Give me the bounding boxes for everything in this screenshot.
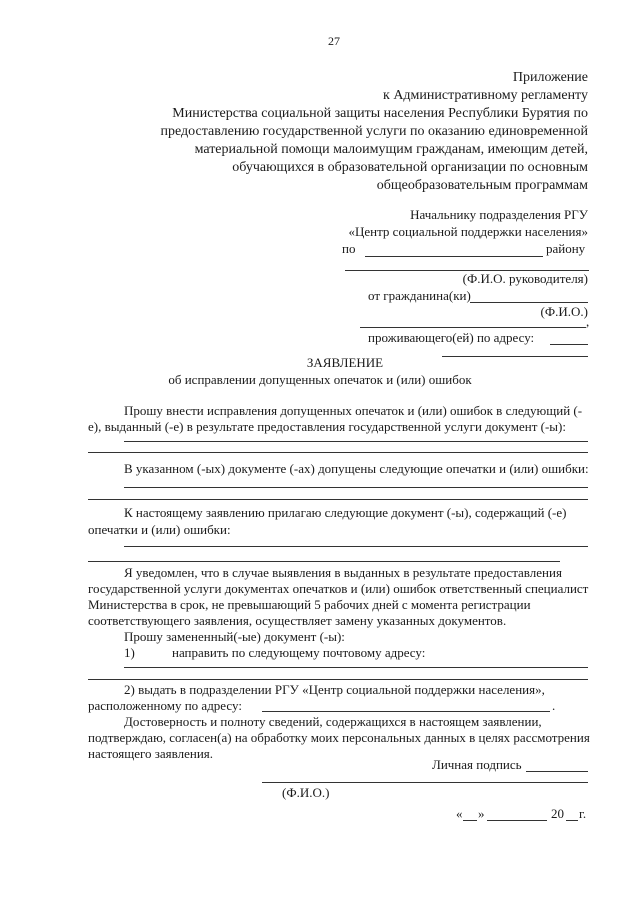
p3-line-1: К настоящему заявлению прилагаю следующие документ (-ы), содержащий (-е) (124, 505, 567, 520)
p4-line-2: государственной услуги документах опечатков и (или) ошибок ответственный специалист (88, 581, 589, 596)
signer-fio-caption: (Ф.И.О.) (282, 785, 330, 800)
document-field-1[interactable] (124, 441, 588, 442)
appendix-line-7: общеобразовательным программам (376, 178, 588, 193)
date-day-field[interactable] (463, 820, 477, 821)
date-close-quote: » (478, 806, 485, 821)
signature-label: Личная подпись (432, 757, 522, 772)
date-open-quote: « (456, 806, 463, 821)
comma: , (586, 314, 590, 329)
date-month-field[interactable] (487, 820, 547, 821)
p2: В указанном (-ых) документе (-ах) допущены следующие опечатки и (или) ошибки: (124, 461, 589, 476)
option-1-number: 1) (124, 645, 135, 660)
from-label: от гражданина(ки) (368, 288, 471, 303)
signer-name-field[interactable] (262, 782, 588, 783)
applicant-name-field[interactable] (470, 302, 588, 303)
residing-label: проживающего(ей) по адресу: (368, 330, 535, 345)
date-year-prefix: 20 (551, 806, 564, 821)
p4-line-1: Я уведомлен, что в случае выявления в выданных в результате предоставления (124, 565, 562, 580)
appendix-line-6: обучающихся в образовательной организации по основным (232, 160, 588, 175)
p4-line-3: Министерства в срок, не превышающий 5 рабочих дней с момента регистрации (88, 597, 531, 612)
option-2-line-2: расположенному по адресу: (88, 698, 242, 713)
appendix-line-4: предоставлению государственной услуги по оказанию единовременной (160, 124, 588, 139)
option-2-end: . (552, 698, 556, 713)
applicant-fio-caption: (Ф.И.О.) (540, 304, 588, 319)
p1-line-1: Прошу внести исправления допущенных опечаток и (или) ошибок в следующий (- (124, 403, 583, 418)
option-2-line-1: 2) выдать в подразделении РГУ «Центр социальной поддержки населения», (124, 682, 545, 697)
errors-field-1[interactable] (124, 487, 588, 488)
date-year-field[interactable] (566, 820, 578, 821)
p6-line-1: Достоверность и полноту сведений, содержащихся в настоящем заявлении, (124, 714, 542, 729)
p6-line-2: подтверждаю, согласен(а) на обработку моих персональных данных в целях рассмотрения (88, 730, 590, 745)
postal-address-field-2[interactable] (88, 679, 588, 680)
p4-line-4: соответствующего заявления, осуществляет замену указанных документов. (88, 613, 507, 628)
doc-subtitle: об исправлении допущенных опечаток и (или) ошибок (168, 372, 472, 387)
document-field-2[interactable] (88, 452, 588, 453)
doc-title: ЗАЯВЛЕНИЕ (306, 355, 384, 370)
signature-field[interactable] (526, 771, 588, 772)
office-address-field[interactable] (262, 711, 550, 712)
page-number: 27 (328, 34, 340, 48)
date-year-suffix: г. (579, 806, 587, 821)
option-1-text: направить по следующему почтовому адресу: (172, 645, 426, 660)
p6-line-3: настоящего заявления. (88, 746, 214, 761)
district-field[interactable] (365, 256, 543, 257)
addressee-line-1: Начальнику подразделения РГУ (410, 207, 588, 222)
addressee-po: по (342, 241, 356, 256)
errors-field-2[interactable] (88, 499, 588, 500)
residence-field-1[interactable] (550, 344, 588, 345)
appendix-line-3: Министерства социальной защиты населения Республики Бурятия по (172, 106, 588, 121)
attachments-field-1[interactable] (124, 546, 588, 547)
appendix-line-1: Приложение (512, 70, 588, 85)
appendix-line-2: к Административному регламенту (383, 88, 588, 103)
postal-address-field-1[interactable] (124, 667, 588, 668)
p3-line-2: опечатки и (или) ошибки: (88, 522, 231, 537)
p5: Прошу замененный(-ые) документ (-ы): (124, 629, 345, 644)
addressee-rayonu: району (546, 241, 586, 256)
p1-line-2: е), выданный (-е) в результате предоставления государственной услуги документ (-ы): (88, 419, 566, 434)
head-fio-caption: (Ф.И.О. руководителя) (462, 271, 588, 286)
appendix-line-5: материальной помощи малоимущим гражданам, имеющим детей, (194, 142, 588, 157)
attachments-field-2[interactable] (88, 561, 560, 562)
addressee-line-2: «Центр социальной поддержки населения» (348, 224, 588, 239)
applicant-extra-field[interactable] (360, 327, 586, 328)
